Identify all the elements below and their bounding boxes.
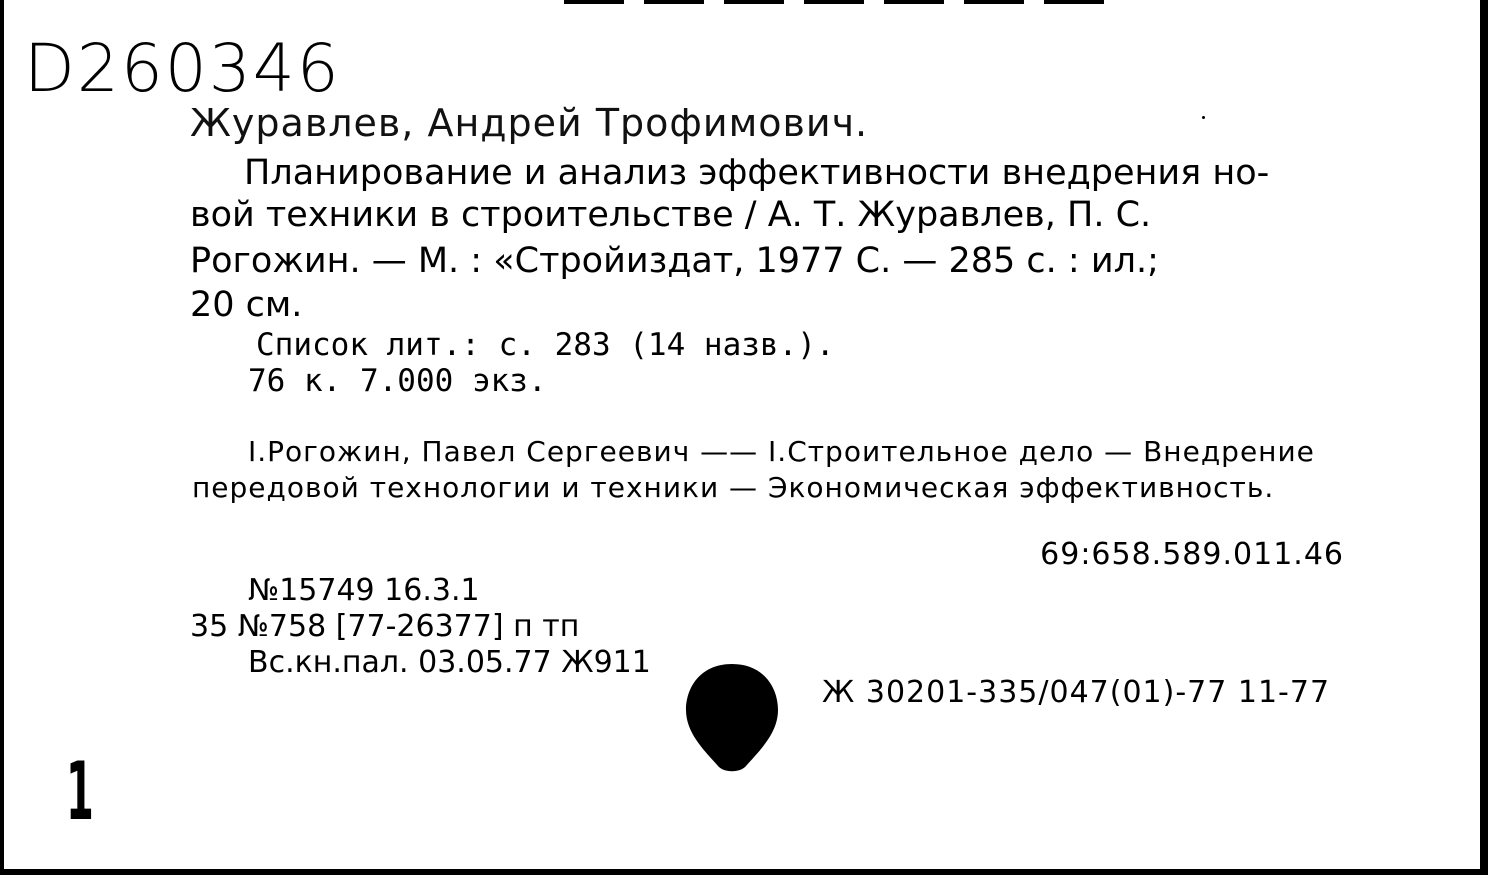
registry-line-2: 35 №758 [77-26377] п тп [190, 609, 580, 644]
title-line-4: 20 см. [190, 285, 303, 325]
title-line-3: Рогожин. — М. : «Стройиздат, 1977 С. — 285 с. : ил.; [190, 241, 1159, 281]
bibliography-note: Список лит.: с. 283 (14 назв.). [256, 327, 835, 363]
title-line-1: Планирование и анализ эффективности внедрения но- [244, 153, 1270, 193]
title-line-2: вой техники в строительстве / А. Т. Журавлев, П. С. [190, 195, 1152, 235]
price-print-run-note: 76 к. 7.000 экз. [248, 363, 547, 399]
registry-line-3: Вс.кн.пал. 03.05.77 Ж911 [248, 645, 651, 680]
punch-hole-icon [684, 662, 780, 774]
udc-classification: 69:658.589.011.46 [1040, 537, 1344, 572]
bbk-code: Ж 30201-335/047(01)-77 11-77 [822, 675, 1331, 710]
scan-top-edge-marks [564, 0, 1104, 4]
tracing-line-1: I.Рогожин, Павел Сергеевич —— I.Строительное дело — Внедрение [248, 435, 1315, 468]
author-heading: Журавлев, Андрей Трофимович. [190, 101, 869, 145]
registry-line-1: №15749 16.3.1 [248, 573, 480, 608]
handwritten-volume-mark: 1 [66, 745, 94, 838]
handwritten-shelfmark: D260346 [24, 30, 341, 107]
ink-speck [1202, 116, 1205, 119]
tracing-line-2: передовой технологии и техники — Экономическая эффективность. [192, 471, 1275, 504]
